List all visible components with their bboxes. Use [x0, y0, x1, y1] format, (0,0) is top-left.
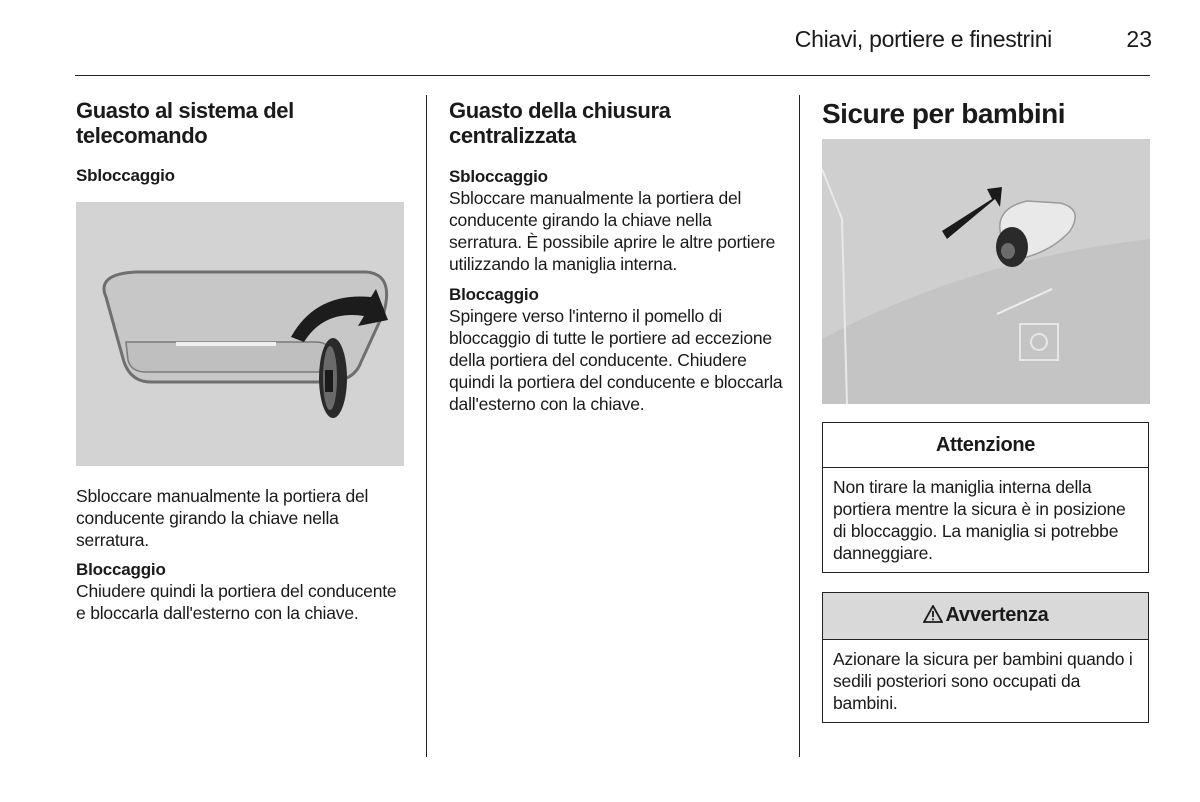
section-heading-central-locking-failure: Guasto della chiusura centralizzata: [449, 98, 671, 148]
subheading-locking: Bloccaggio: [76, 560, 166, 579]
section-heading-child-locks: Sicure per bambini: [822, 98, 1066, 129]
column-1: [76, 98, 406, 624]
column-divider-1: [426, 95, 427, 757]
caution-box: [822, 422, 1149, 573]
paragraph-lock: Chiudere quindi la portiera del conducente e bloccarla dall'esterno con la chiave.: [76, 581, 397, 623]
page-number: 23: [1126, 26, 1152, 52]
section-heading-remote-failure: Guasto al sistema del telecomando: [76, 98, 294, 148]
subheading-locking: Bloccaggio: [449, 285, 539, 304]
caution-text: Non tirare la maniglia interna della portiera mentre la sicura è in posizione di bloccaggio. La maniglia si potrebbe danneggiare.: [833, 477, 1126, 563]
paragraph-unlock-manual: Sbloccare manualmente la portiera del conducente girando la chiave nella serratura.: [76, 486, 369, 550]
column-divider-2: [799, 95, 800, 757]
running-header-title: Chiavi, portiere e finestrini: [794, 26, 1052, 52]
column-3: [822, 98, 1150, 404]
paragraph-unlock-manual: Sbloccare manualmente la portiera del conducente girando la chiave nella serratura. È possibile aprire le altre portiere utilizzando la maniglia interna.: [449, 188, 776, 274]
door-handle-key-graphic: [76, 202, 404, 466]
warning-box: [822, 592, 1149, 723]
header-rule: [75, 75, 1150, 76]
warning-title: Avvertenza: [945, 604, 1049, 626]
subheading-unlocking: Sbloccaggio: [76, 166, 175, 185]
column-2: [449, 98, 784, 415]
warning-text: Azionare la sicura per bambini quando i sedili posteriori sono occupati da bambini.: [833, 649, 1133, 713]
child-lock-illustration: [822, 139, 1150, 404]
warning-header: [823, 593, 1148, 640]
caution-title: Attenzione: [823, 423, 1148, 468]
warning-triangle-icon: [923, 605, 943, 629]
child-lock-graphic: [822, 139, 1150, 404]
subheading-unlocking: Sbloccaggio: [449, 167, 548, 186]
paragraph-lock-knobs: Spingere verso l'interno il pomello di bloccaggio di tutte le portiere ad eccezione della portiera del conducente. Chiudere quindi la portiera del conducente e bloccarla dall'esterno con la chiave.: [449, 306, 783, 414]
door-handle-key-illustration: [76, 202, 404, 466]
